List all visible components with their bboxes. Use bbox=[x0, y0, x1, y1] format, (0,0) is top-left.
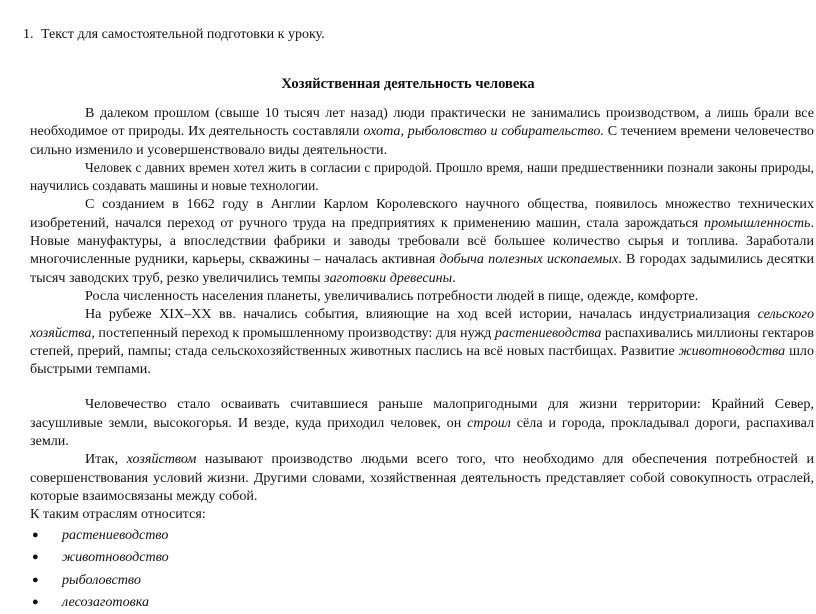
document-title: Хозяйственная деятельность человека bbox=[281, 76, 535, 92]
paragraph-7-text-a: Итак, bbox=[85, 451, 127, 468]
bullet-icon: ● bbox=[32, 596, 39, 609]
paragraph-3 bbox=[30, 195, 814, 286]
paragraph-1-text-a: В далеком прошлом (свыше 10 тысяч лет назад) люди практически не занимались производством, а лишь брали все необходимое от природы. Их деятельность составляли bbox=[30, 105, 814, 140]
document-body bbox=[30, 104, 814, 614]
bullet-icon: ● bbox=[32, 551, 39, 564]
list-item bbox=[30, 591, 814, 614]
paragraph-3-text-a: С созданием в 1662 году в Англии Карлом Королевского научного общества, появилось множество технических изобретений, начался переход от ручного труда на предприятиях к применению машин, стала зарождаться bbox=[30, 196, 814, 231]
list-item-label: животноводство bbox=[62, 549, 169, 566]
paragraph-6-text-a: Человечество стало осваивать считавшиеся раньше малопригодными для жизни территории: Крайний Север, засушливые земли, высокогорья. И везде, куда приходил человек, он bbox=[30, 396, 814, 431]
list-item-label: лесозаготовка bbox=[62, 594, 150, 611]
paragraph-4 bbox=[30, 287, 814, 305]
paragraph-5-text-c: постепенный переход к промышленному производству: для нужд bbox=[94, 324, 495, 341]
paragraph-5-text-g: шло быстрыми темпами. bbox=[30, 342, 814, 378]
paragraph-8 bbox=[30, 505, 814, 523]
heading-number: 1. bbox=[23, 27, 34, 42]
paragraph-7 bbox=[30, 450, 814, 505]
paragraph-2 bbox=[30, 159, 814, 196]
list-item-label: растениеводство bbox=[62, 526, 169, 543]
paragraph-8-text: К таким отраслям относится: bbox=[30, 506, 206, 523]
paragraph-6-text-c: сёла и города, прокладывал дороги, распахивал земли. bbox=[30, 414, 814, 450]
paragraph-5-italic-crop: растениеводства bbox=[494, 324, 602, 341]
paragraph-1-italic: охота, рыболовство и собирательство. bbox=[363, 123, 604, 140]
list-item bbox=[30, 569, 814, 592]
paragraph-6-italic: строил bbox=[467, 414, 511, 431]
paragraph-6 bbox=[30, 395, 814, 450]
paragraph-1 bbox=[30, 104, 814, 159]
heading-text: Текст для самостоятельной подготовки к уроку. bbox=[41, 27, 325, 42]
paragraph-2-text: Человек с давних времен хотел жить в согласии с природой. Прошло время, наши предшественники познали законы природы, научились создавать машины и новые технологии. bbox=[30, 159, 814, 194]
paragraph-3-italic-timber: заготовки древесины bbox=[324, 269, 453, 286]
paragraph-1-text-c: С течением времени человечество сильно изменило и усовершенствовало виды деятельности. bbox=[30, 123, 814, 158]
list-item-label: рыболовство bbox=[62, 571, 141, 588]
bullet-icon: ● bbox=[32, 528, 39, 541]
paragraph-5-italic-livestock: животноводства bbox=[678, 342, 786, 359]
paragraph-5-text-a: На рубеже XIX–XX вв. начались события, влияющие на ход всей истории, началась индустриализация bbox=[85, 306, 758, 323]
paragraph-3-italic-mining: добыча полезных ископаемых bbox=[439, 251, 619, 268]
paragraph-3-text-c: . Новые мануфактуры, а впоследствии фабрики и заводы требовали всё большее количество сырья и топлива. Заработали многочисленные рудники, карьеры, скважины – началась активная bbox=[30, 214, 814, 268]
paragraph-4-text: Росла численность населения планеты, увеличивались потребности людей в пище, одежде, комфорте. bbox=[85, 287, 699, 304]
sectors-list bbox=[30, 524, 814, 614]
bullet-icon: ● bbox=[32, 573, 39, 586]
paragraph-5 bbox=[30, 305, 814, 378]
paragraph-7-text-c: называют производство людьми всего того, что необходимо для обеспечения потребностей и совершенствования условий жизни. Другими словами, хозяйственная деятельность представляет собой совокупность отраслей, которые взаимосвязаны между собой. bbox=[30, 451, 814, 504]
paragraph-5-text-e: распахивались миллионы гектаров степей, прерий, пампы; стада сельскохозяйственных животных паслись на всё новых пастбищах. Развитие bbox=[30, 324, 814, 359]
paragraph-3-italic-industry: промышленность bbox=[704, 214, 811, 231]
list-item bbox=[30, 546, 814, 569]
paragraph-5-italic-agriculture: сельского хозяйства, bbox=[30, 306, 814, 341]
paragraph-3-text-e: . В городах задымились десятки тысяч заводских труб, резко увеличились темпы bbox=[30, 251, 814, 286]
paragraph-7-italic: хозяйством bbox=[126, 451, 197, 468]
paragraph-3-text-g: . bbox=[452, 269, 456, 286]
task-heading bbox=[23, 27, 325, 43]
